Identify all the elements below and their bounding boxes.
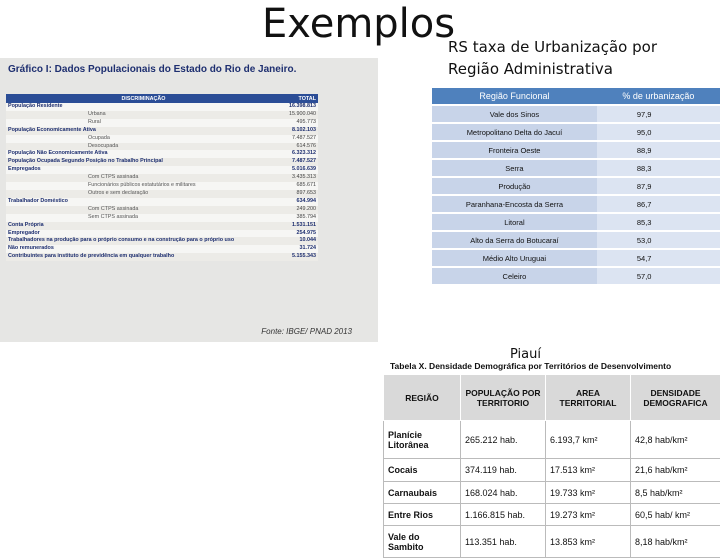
rj-row-label: População Ocupada Segundo Posição no Trabalho Principal <box>6 158 281 166</box>
rs-table-row <box>432 160 720 176</box>
rs-table-row <box>432 124 720 140</box>
rs-urbanization-cell: 57,0 <box>597 268 720 284</box>
rj-table-row <box>6 103 318 111</box>
rs-table-body <box>432 106 720 284</box>
slide-title: Exemplos <box>262 0 455 48</box>
piaui-region-cell: Carnaubais <box>384 482 461 504</box>
piaui-density-cell: 8,5 hab/km² <box>631 482 720 504</box>
rj-row-value: 495.773 <box>281 119 318 127</box>
piaui-area-cell: 6.193,7 km² <box>546 421 631 459</box>
rj-row-value: 7.487.527 <box>281 135 318 143</box>
rj-row-label: Contribuintes para instituto de previdência em qualquer trabalho <box>6 253 281 261</box>
rj-row-label: Desocupada <box>6 143 281 151</box>
rj-row-label: Sem CTPS assinada <box>6 214 281 222</box>
rs-urbanization-cell: 54,7 <box>597 250 720 266</box>
rj-table-row <box>6 127 318 135</box>
rj-population-image <box>0 58 378 342</box>
rj-table-row <box>6 119 318 127</box>
rj-row-value: 685.671 <box>281 182 318 190</box>
piaui-table-caption: Tabela X. Densidade Demográfica por Territórios de Desenvolvimento <box>390 361 671 371</box>
piaui-density-cell: 42,8 hab/km² <box>631 421 720 459</box>
piaui-area-cell: 19.733 km² <box>546 482 631 504</box>
rj-table-row <box>6 182 318 190</box>
rj-row-label: Com CTPS assinada <box>6 174 281 182</box>
rs-urbanization-cell: 86,7 <box>597 196 720 212</box>
rs-urbanization-cell: 97,9 <box>597 106 720 122</box>
rj-column-header: TOTAL <box>281 94 318 103</box>
piaui-density-table <box>383 374 720 558</box>
rs-table-row <box>432 268 720 284</box>
rs-region-cell: Celeiro <box>432 268 597 284</box>
piaui-column-header: POPULAÇÃO POR TERRITORIO <box>461 375 546 421</box>
rj-source-note: Fonte: IBGE/ PNAD 2013 <box>261 327 352 336</box>
rs-region-cell: Metropolitano Delta do Jacuí <box>432 124 597 140</box>
rj-row-value: 254.975 <box>281 230 318 238</box>
rj-table-row <box>6 135 318 143</box>
piaui-table-body <box>384 421 720 558</box>
rj-table-row <box>6 214 318 222</box>
rs-region-cell: Fronteira Oeste <box>432 142 597 158</box>
rj-row-label: Empregador <box>6 230 281 238</box>
rj-row-value: 15.900.040 <box>281 111 318 119</box>
rj-row-label: Com CTPS assinada <box>6 206 281 214</box>
rj-row-value: 16.398.813 <box>281 103 318 111</box>
rj-table-row <box>6 237 318 245</box>
rj-table-row <box>6 253 318 261</box>
rs-region-cell: Produção <box>432 178 597 194</box>
rj-row-label: População Economicamente Ativa <box>6 127 281 135</box>
rs-urbanization-cell: 88,9 <box>597 142 720 158</box>
rs-table-row <box>432 196 720 212</box>
rs-urbanization-table <box>432 86 720 286</box>
rs-urbanization-cell: 95,0 <box>597 124 720 140</box>
rj-table-row <box>6 111 318 119</box>
piaui-region-cell: Planície Litorânea <box>384 421 461 459</box>
rj-row-value: 31.724 <box>281 245 318 253</box>
piaui-column-header: REGIÃO <box>384 375 461 421</box>
rj-table-body <box>6 103 318 261</box>
rj-table-row <box>6 198 318 206</box>
rj-row-label: População Residente <box>6 103 281 111</box>
rj-row-value: 385.794 <box>281 214 318 222</box>
rj-row-label: Empregados <box>6 166 281 174</box>
rj-table-row <box>6 143 318 151</box>
piaui-region-cell: Vale do Sambito <box>384 526 461 558</box>
piaui-population-cell: 374.119 hab. <box>461 459 546 482</box>
rj-row-value: 614.576 <box>281 143 318 151</box>
piaui-region-cell: Cocais <box>384 459 461 482</box>
piaui-area-cell: 17.513 km² <box>546 459 631 482</box>
rj-row-value: 7.487.527 <box>281 158 318 166</box>
rs-region-cell: Paranhana-Encosta da Serra <box>432 196 597 212</box>
rs-table-row <box>432 250 720 266</box>
piaui-population-cell: 168.024 hab. <box>461 482 546 504</box>
rj-column-header: DISCRIMINAÇÃO <box>6 94 281 103</box>
rj-row-label: Não remunerados <box>6 245 281 253</box>
rs-region-cell: Serra <box>432 160 597 176</box>
piaui-column-header: AREA TERRITORIAL <box>546 375 631 421</box>
rs-table-row <box>432 178 720 194</box>
rj-table-row <box>6 206 318 214</box>
rj-row-label: Trabalhadores na produção para o próprio consumo e na construção para o próprio uso <box>6 237 281 245</box>
piaui-area-cell: 19.273 km² <box>546 504 631 526</box>
piaui-table-row <box>384 482 720 504</box>
piaui-area-cell: 13.853 km² <box>546 526 631 558</box>
rs-column-header: % de urbanização <box>597 88 720 104</box>
rs-section-title: RS taxa de Urbanização por Região Administrativa <box>448 36 710 80</box>
rs-urbanization-cell: 87,9 <box>597 178 720 194</box>
piaui-column-header: DENSIDADE DEMOGRAFICA <box>631 375 720 421</box>
rs-urbanization-cell: 88,3 <box>597 160 720 176</box>
piaui-table-row <box>384 526 720 558</box>
rj-row-value: 10.044 <box>281 237 318 245</box>
rs-region-cell: Vale dos Sinos <box>432 106 597 122</box>
piaui-density-cell: 8,18 hab/km² <box>631 526 720 558</box>
rs-table-row <box>432 232 720 248</box>
rj-row-label: Urbana <box>6 111 281 119</box>
piaui-density-cell: 21,6 hab/km² <box>631 459 720 482</box>
rj-row-label: Ocupada <box>6 135 281 143</box>
piaui-population-cell: 1.166.815 hab. <box>461 504 546 526</box>
rj-table-row <box>6 230 318 238</box>
piaui-label: Piauí <box>510 347 541 362</box>
rs-urbanization-cell: 85,3 <box>597 214 720 230</box>
rj-row-label: Funcionários públicos estatutários e militares <box>6 182 281 190</box>
piaui-population-cell: 113.351 hab. <box>461 526 546 558</box>
rj-row-value: 5.016.639 <box>281 166 318 174</box>
rs-region-cell: Litoral <box>432 214 597 230</box>
rj-row-value: 8.102.103 <box>281 127 318 135</box>
rj-row-value: 897.653 <box>281 190 318 198</box>
rj-population-table <box>6 94 318 261</box>
rs-region-cell: Alto da Serra do Botucaraí <box>432 232 597 248</box>
rj-row-label: Trabalhador Doméstico <box>6 198 281 206</box>
rs-urbanization-cell: 53,0 <box>597 232 720 248</box>
rj-row-value: 634.994 <box>281 198 318 206</box>
piaui-density-cell: 60,5 hab/ km² <box>631 504 720 526</box>
rs-table-row <box>432 142 720 158</box>
rj-row-label: Rural <box>6 119 281 127</box>
rj-row-label: Outros e sem declaração <box>6 190 281 198</box>
rs-table-row <box>432 214 720 230</box>
rs-region-cell: Médio Alto Uruguai <box>432 250 597 266</box>
rj-table-row <box>6 222 318 230</box>
rj-table-row <box>6 166 318 174</box>
rj-table-row <box>6 150 318 158</box>
rs-column-header: Região Funcional <box>432 88 597 104</box>
piaui-table-row <box>384 459 720 482</box>
rj-row-label: Conta Própria <box>6 222 281 230</box>
rj-table-row <box>6 174 318 182</box>
rj-row-value: 6.323.312 <box>281 150 318 158</box>
rj-table-row <box>6 245 318 253</box>
rj-table-row <box>6 158 318 166</box>
rj-row-value: 3.435.313 <box>281 174 318 182</box>
rj-row-value: 1.531.151 <box>281 222 318 230</box>
piaui-table-row <box>384 504 720 526</box>
rj-table-row <box>6 190 318 198</box>
piaui-region-cell: Entre Rios <box>384 504 461 526</box>
rj-row-value: 249.200 <box>281 206 318 214</box>
piaui-table-row <box>384 421 720 459</box>
rs-table-row <box>432 106 720 122</box>
rj-image-heading: Gráfico I: Dados Populacionais do Estado do Rio de Janeiro. <box>8 64 296 75</box>
rj-row-label: População Não Economicamente Ativa <box>6 150 281 158</box>
rj-row-value: 5.155.343 <box>281 253 318 261</box>
piaui-population-cell: 265.212 hab. <box>461 421 546 459</box>
